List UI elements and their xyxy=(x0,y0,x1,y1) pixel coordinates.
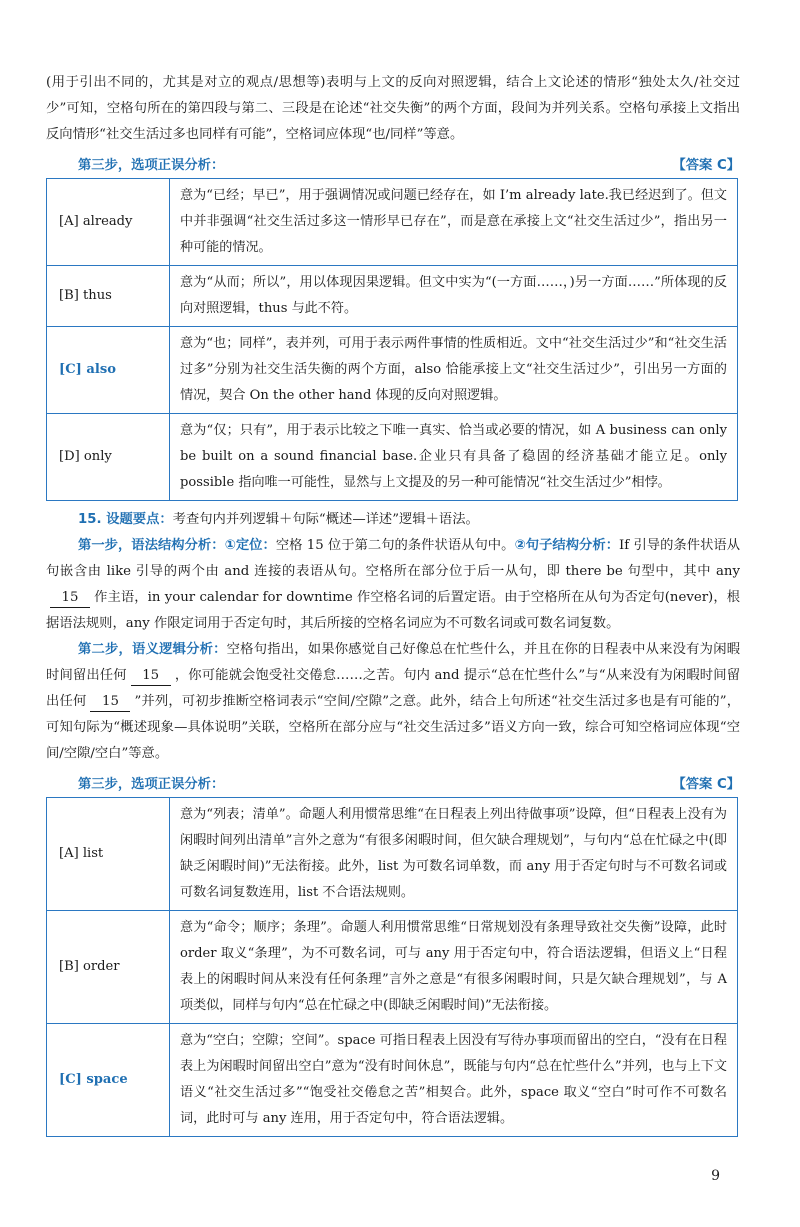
q15-step2 xyxy=(46,637,740,767)
option-label-correct: [C] space xyxy=(47,1024,170,1137)
q15-step1-a-label: ①定位： xyxy=(224,538,276,553)
q14-step3-header xyxy=(46,150,740,176)
q15-key-point xyxy=(46,507,740,533)
answer-blank: 15 xyxy=(131,667,171,686)
option-explanation: 意为“也；同样”，表并列，可用于表示两件事情的性质相近。文中“社交生活过少”和“社交生活过多”分别为社交生活失衡的两个方面，also 恰能承接上文“社交生活过少”，引出另一方面的情况，契合 On the other hand 体现的反向对照逻辑。 xyxy=(170,327,738,414)
answer-blank: 15 xyxy=(50,589,90,608)
table-row xyxy=(47,179,738,266)
q15-step1-tail: 作主语，in your calendar for downtime 作空格名词的后置定语。由于空格所在从句为否定句(never)，根据语法规则，any 作限定词用于否定句时，其后所接的空格名词应为不可数名词或可数名词复数。 xyxy=(46,590,740,631)
option-explanation: 意为“仅；只有”，用于表示比较之下唯一真实、恰当或必要的情况，如 A business can only be built on a sound financial base.企业只有具备了稳固的经济基础才能立足。only possible 指向唯一可能性，显然与上文提及的另一种可能情况“社交生活过少”相悖。 xyxy=(170,414,738,501)
q14-options-table xyxy=(46,178,738,501)
q15-step2-c: ”并列，可初步推断空格词表示“空间/空隙”之意。此外，结合上句所述“社交生活过多也是有可能的”，可知句际为“概述现象—具体说明”关联，空格所在部分应与“社交生活过多”语义方向一致，综合可知空格词应体现“空间/空隙/空白”等意。 xyxy=(46,694,741,761)
q15-step1-title: 第一步，语法结构分析： xyxy=(78,538,225,553)
option-explanation: 意为“从而；所以”，用以体现因果逻辑。但文中实为“(一方面……，)另一方面……”所体现的反向对照逻辑，thus 与此不符。 xyxy=(170,266,738,327)
q15-step1 xyxy=(46,533,740,637)
option-explanation: 意为“列表；清单”。命题人利用惯常思维“在日程表上列出待做事项”设障，但“日程表上没有为闲暇时间列出清单”言外之意为“有很多闲暇时间，但欠缺合理规划”，与句内“总在忙碌之中(即缺乏闲暇时间)”无法衔接。此外，list 为可数名词单数，而 any 用于否定句时与不可数名词或可数名词复数连用，list 不合语法规则。 xyxy=(170,798,738,911)
intro-paragraph: (用于引出不同的，尤其是对立的观点/思想等)表明与上文的反向对照逻辑，结合上文论述的情形“独处太久/社交过少”可知，空格句所在的第四段与第二、三段是在论述“社交失衡”的两个方面，段间为并列关系。空格句承接上文指出反向情形“社交生活过多也同样有可能”，空格词应体现“也/同样”等意。 xyxy=(46,75,740,142)
q15-options-table xyxy=(46,797,738,1137)
q15-number: 15. 设题要点： xyxy=(78,512,173,527)
q14-step3-title: 第三步，选项正误分析： xyxy=(78,157,225,173)
q15-step2-b: ，你可能就会饱受社交倦怠……之苦。句内 and 提示“总在忙些什么”与“从来没有为闲暇时间留出任何 xyxy=(46,668,740,709)
page-content xyxy=(46,70,740,1137)
option-label: [A] list xyxy=(47,798,170,911)
option-label: [A] already xyxy=(47,179,170,266)
option-label: [D] only xyxy=(47,414,170,501)
q15-step1-a-text: 空格 15 位于第二句的条件状语从句中。 xyxy=(275,538,515,553)
option-label: [B] thus xyxy=(47,266,170,327)
table-row xyxy=(47,911,738,1024)
option-explanation: 意为“已经；早已”，用于强调情况或问题已经存在，如 I’m already late.我已经迟到了。但文中并非强调“社交生活过多这一情形早已存在”，而是意在承接上文“社交生活过少”，指出另一种可能的情况。 xyxy=(170,179,738,266)
answer-blank: 15 xyxy=(90,693,130,712)
table-row xyxy=(47,798,738,911)
page-number: 9 xyxy=(711,1168,720,1184)
option-explanation: 意为“命令；顺序；条理”。命题人利用惯常思维“日常规划没有条理导致社交失衡”设障，此时 order 取义“条理”，为不可数名词，可与 any 用于否定句中，符合语法逻辑，但语义上“日程表上的闲暇时间从来没有任何条理”言外之意是“有很多闲暇时间，只是欠缺合理规划”，与 A 项类似，同样与句内“总在忙碌之中(即缺乏闲暇时间)”无法衔接。 xyxy=(170,911,738,1024)
q14-answer: 【答案 C】 xyxy=(672,157,740,173)
option-label-correct: [C] also xyxy=(47,327,170,414)
option-explanation: 意为“空白；空隙；空间”。space 可指日程表上因没有写待办事项而留出的空白，“没有在日程表上为闲暇时间留出空白”意为“没有时间休息”，既能与句内“总在忙些什么”并列，也与上下文语义“社交生活过多”“饱受社交倦怠之苦”相契合。此外，space 取义“空白”时可作不可数名词，此时可与 any 连用，用于否定句中，符合语法逻辑。 xyxy=(170,1024,738,1137)
table-row xyxy=(47,414,738,501)
table-row xyxy=(47,266,738,327)
q15-answer: 【答案 C】 xyxy=(672,776,740,792)
option-label: [B] order xyxy=(47,911,170,1024)
table-row xyxy=(47,327,738,414)
q15-step2-title: 第二步，语义逻辑分析： xyxy=(78,642,227,657)
q15-step2-a: 空格句指出，如果你感觉自己好像总在忙些什么，并且在你的日程表中从来没有为闲暇时间留出任何 xyxy=(46,642,741,683)
table-row xyxy=(47,1024,738,1137)
q15-step3-title: 第三步，选项正误分析： xyxy=(78,776,225,792)
q15-step3-header xyxy=(46,769,740,795)
q15-step1-b-text: If 引导的条件状语从句嵌含由 like 引导的两个由 and 连接的表语从句。空格所在部分位于后一从句，即 there be 句型中，其中 any xyxy=(46,538,741,579)
q15-step1-b-label: ②句子结构分析： xyxy=(514,538,620,553)
q15-key-point-text: 考查句内并列逻辑＋句际“概述—详述”逻辑＋语法。 xyxy=(172,512,479,527)
